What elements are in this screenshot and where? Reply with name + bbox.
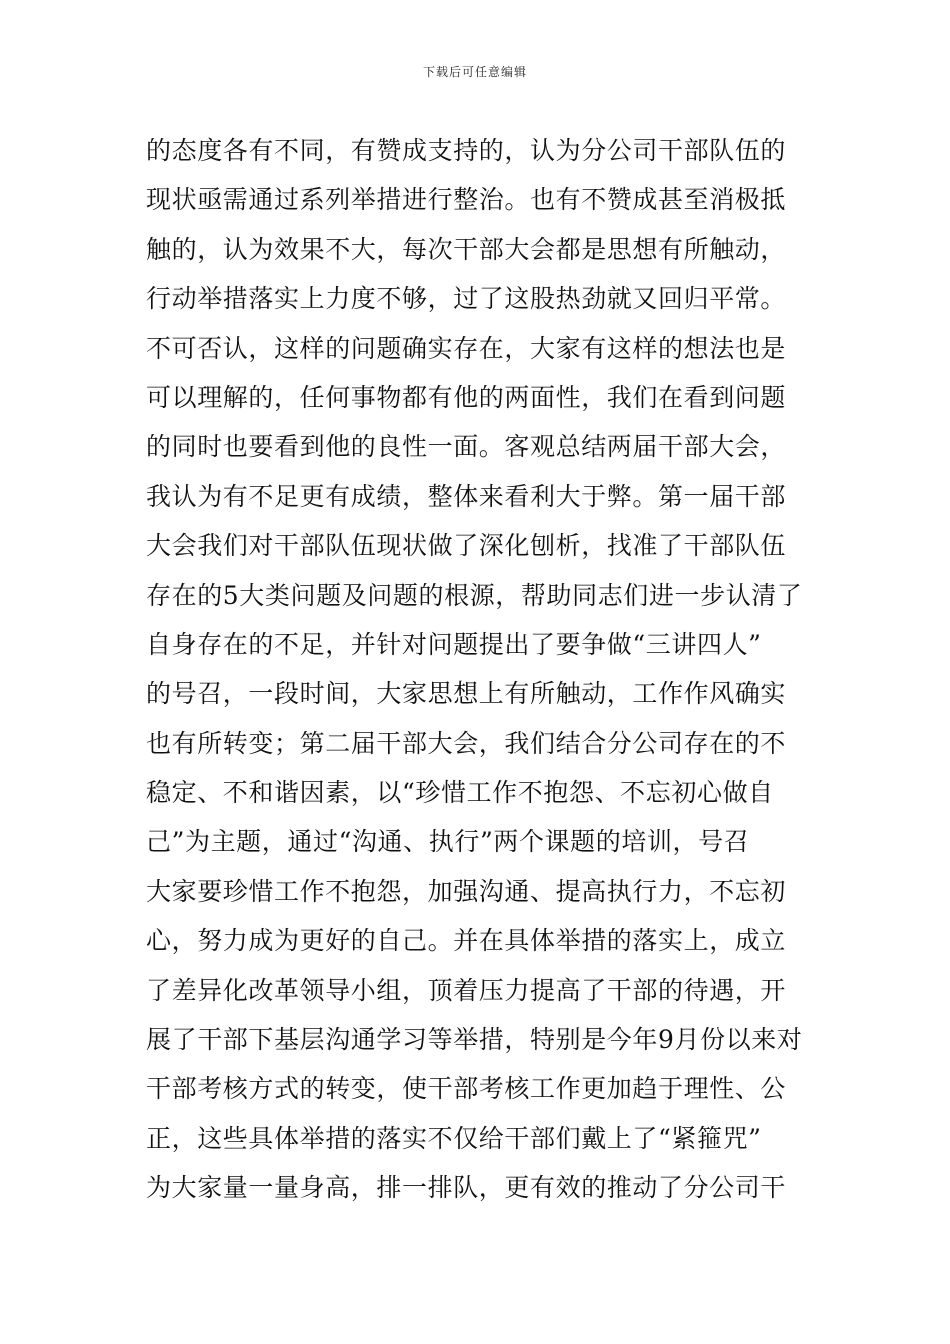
text-line: 大会我们对干部队伍现状做了深化刨析，找准了干部队伍 [146,531,787,561]
text-line: 己”为主题，通过“沟通、执行”两个课题的培训，号召 [146,827,750,857]
text-line: 展了干部下基层沟通学习等举措，特别是今年9月份以来对 [146,1025,803,1055]
text-line: 我认为有不足更有成绩，整体来看利大于弊。第一届干部 [146,481,787,511]
text-line: 可以理解的，任何事物都有他的两面性，我们在看到问题 [146,382,787,412]
page-header: 下载后可任意编辑 [422,65,527,79]
text-line: 了差异化改革领导小组，顶着压力提高了干部的待遇，开 [146,975,787,1005]
text-line: 行动举措落实上力度不够，过了这股热劲就又回归平常。 [146,284,787,314]
text-line: 现状亟需通过系列举措进行整治。也有不赞成甚至消极抵 [146,185,787,215]
document-body [146,126,816,1213]
text-line: 自身存在的不足，并针对问题提出了要争做“三讲四人” [146,629,762,659]
text-line: 稳定、不和谐因素，以“珍惜工作不抱怨、不忘初心做自 [146,778,774,808]
text-line: 也有所转变；第二届干部大会，我们结合分公司存在的不 [146,728,787,758]
text-line: 心，努力成为更好的自己。并在具体举措的落实上，成立 [146,926,787,956]
text-line: 触的，认为效果不大，每次干部大会都是思想有所触动， [146,234,787,264]
text-line: 干部考核方式的转变，使干部考核工作更加趋于理性、公 [146,1074,787,1104]
text-line: 的号召，一段时间，大家思想上有所触动，工作作风确实 [146,679,787,709]
text-line: 的态度各有不同，有赞成支持的，认为分公司干部队伍的 [146,136,787,165]
text-line: 存在的5大类问题及问题的根源，帮助同志们进一步认清了 [146,580,803,610]
text-line: 不可否认，这样的问题确实存在，大家有这样的想法也是 [146,333,787,363]
text-line: 为大家量一量身高，排一排队，更有效的推动了分公司干 [146,1173,787,1203]
text-line: 正，这些具体举措的落实不仅给干部们戴上了“紧箍咒” [146,1123,762,1153]
text-line: 的同时也要看到他的良性一面。客观总结两届干部大会， [146,432,787,462]
text-line: 大家要珍惜工作不抱怨，加强沟通、提高执行力，不忘初 [146,876,787,906]
